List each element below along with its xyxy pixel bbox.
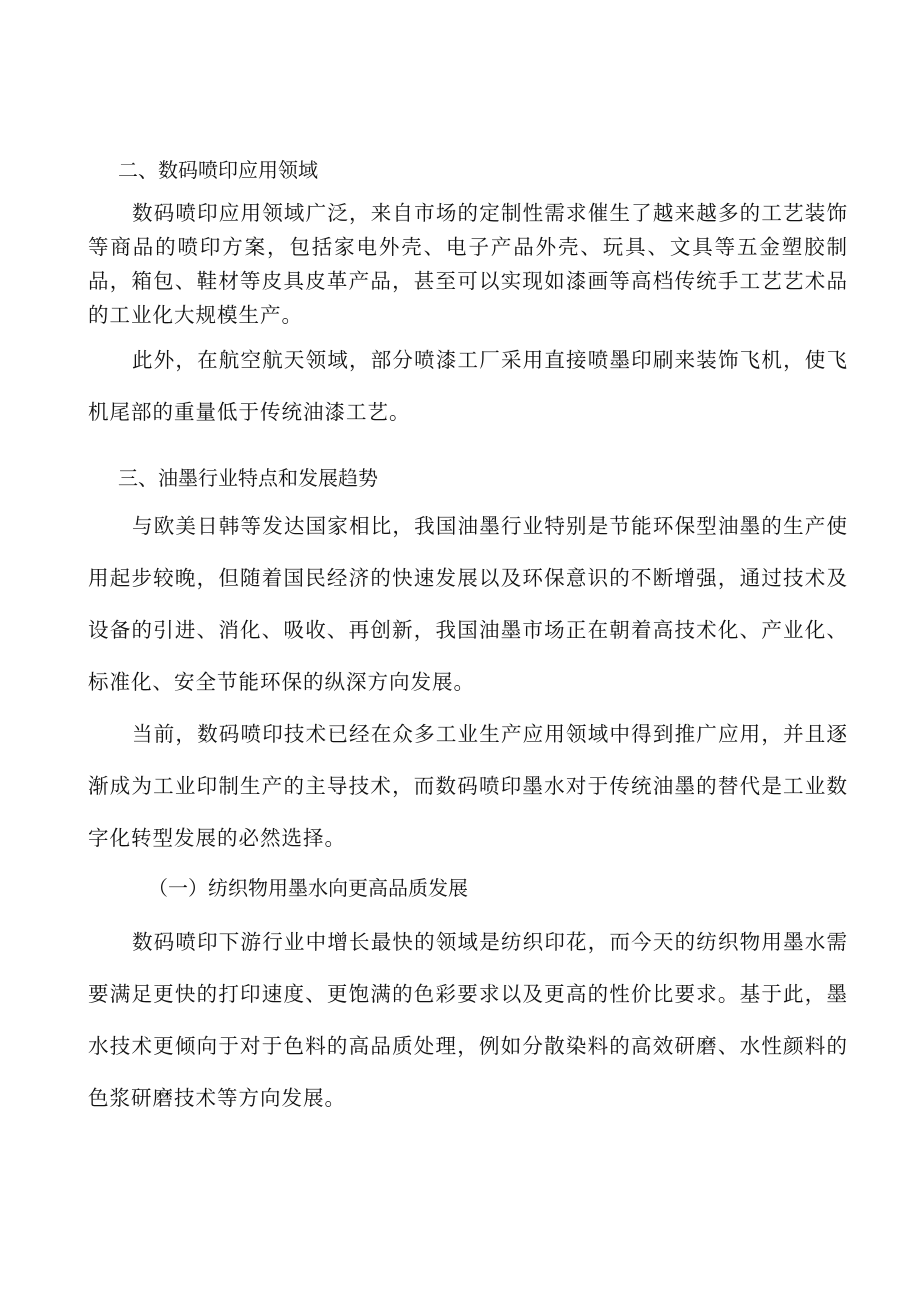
paragraph-application-areas: 数码喷印应用领域广泛，来自市场的定制性需求催生了越来越多的工艺装饰等商品的喷印方案，包括家电外壳、电子产品外壳、玩具、文具等五金塑胶制品，箱包、鞋材等皮具皮革产品，甚至可以实现如漆画等高档传统手工艺艺术品的工业化大规模生产。 bbox=[88, 201, 848, 327]
paragraph-digital-inkjet-trend: 当前，数码喷印技术已经在众多工业生产应用领域中得到推广应用，并且逐渐成为工业印制生产的主导技术，而数码喷印墨水对于传统油墨的替代是工业数字化转型发展的必然选择。 bbox=[88, 722, 848, 850]
subsection-heading-textile-ink: （一）纺织物用墨水向更高品质发展 bbox=[148, 876, 468, 900]
section-heading-ink-industry-trends: 三、油墨行业特点和发展趋势 bbox=[118, 466, 378, 490]
section-heading-digital-inkjet-applications: 二、数码喷印应用领域 bbox=[118, 158, 318, 182]
paragraph-textile-ink: 数码喷印下游行业中增长最快的领域是纺织印花，而今天的纺织物用墨水需要满足更快的打印速度、更饱满的色彩要求以及更高的性价比要求。基于此，墨水技术更倾向于对于色料的高品质处理，例如分散染料的高效研磨、水性颜料的色浆研磨技术等方向发展。 bbox=[88, 930, 848, 1110]
paragraph-aerospace: 此外，在航空航天领域，部分喷漆工厂采用直接喷墨印刷来装饰飞机，使飞机尾部的重量低于传统油漆工艺。 bbox=[88, 348, 848, 424]
paragraph-ink-industry-development: 与欧美日韩等发达国家相比，我国油墨行业特别是节能环保型油墨的生产使用起步较晚，但随着国民经济的快速发展以及环保意识的不断增强，通过技术及设备的引进、消化、吸收、再创新，我国油墨市场正在朝着高技术化、产业化、标准化、安全节能环保的纵深方向发展。 bbox=[88, 514, 848, 694]
